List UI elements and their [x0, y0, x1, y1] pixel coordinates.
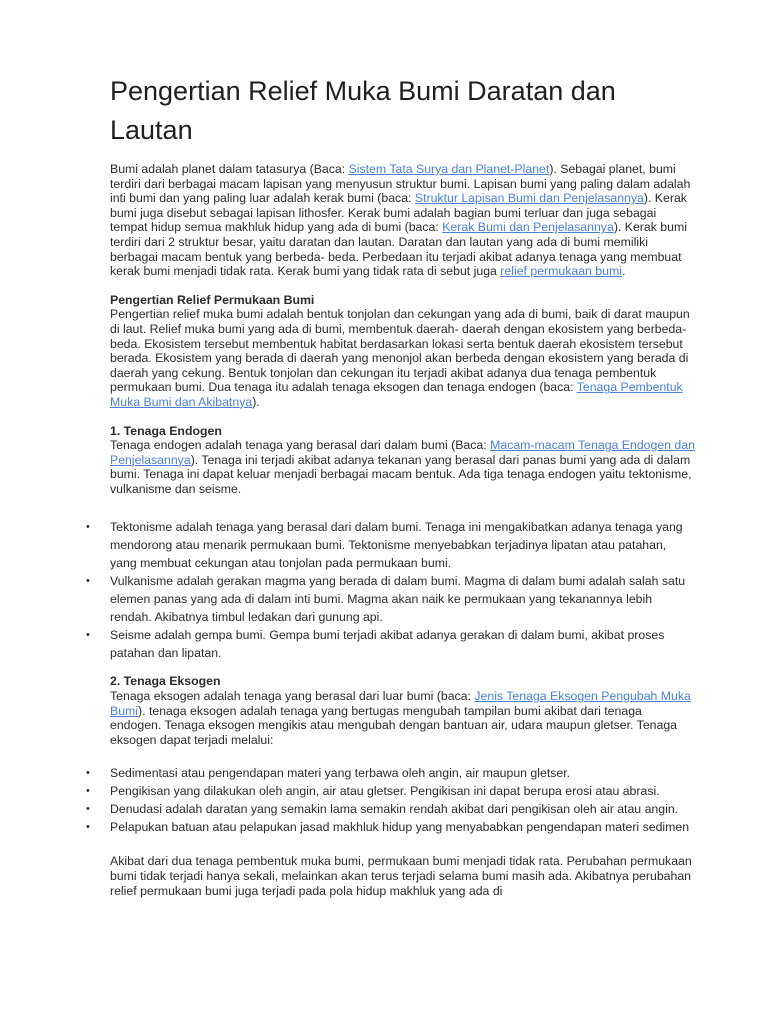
page-title: Pengertian Relief Muka Bumi Daratan dan Lautan [110, 76, 616, 145]
eksogen-text-2: ). tenaga eksogen adalah tenaga yang bertugas mengubah tampilan bumi akibat dari tenaga endogen. Tenaga eksogen mengikis atau mengubah dengan bantuan air, udara maupun gletser. Tenaga eksogen dapat terjadi melalui: [110, 703, 678, 747]
list-item [86, 783, 695, 800]
link-sistem-tata-surya[interactable]: Sistem Tata Surya dan Planet-Planet [348, 162, 550, 176]
bullet-icon: • [86, 803, 90, 816]
list-item [86, 572, 695, 626]
relief-paragraph [110, 307, 695, 409]
relief-text-2: ). [252, 394, 260, 409]
intro-text-2: ). Sebagai planet, bumi terdiri dari berbagai macam lapisan yang menyusun struktur bumi. Lapisan bumi yang paling dalam adalah inti bumi dan yang paling luar adalah kerak bumi (baca: [110, 162, 691, 206]
eksogen-heading: 2. Tenaga Eksogen [110, 674, 221, 689]
list-item [86, 518, 695, 572]
list-item-text: Vulkanisme adalah gerakan magma yang berada di dalam bumi. Magma di dalam bumi adalah salah satu elemen panas yang ada di dalam inti bumi. Magma akan naik ke permukaan yang tekanannya lebih rendah. Akibatnya timbul ledakan dari gunung api. [110, 574, 686, 625]
link-relief-permukaan-bumi[interactable]: relief permukaan bumi [500, 264, 622, 279]
relief-heading: Pengertian Relief Permukaan Bumi [110, 292, 315, 307]
eksogen-paragraph [110, 689, 695, 747]
endogen-paragraph [110, 438, 695, 496]
list-item-text: Pelapukan batuan atau pelapukan jasad makhluk hidup yang menyababkan pengendapan materi sedimen [110, 820, 690, 835]
intro-text-5: . [621, 264, 626, 279]
intro-text-1: Bumi adalah planet dalam tatasurya (Baca: [110, 162, 349, 176]
bullet-icon: • [86, 821, 90, 834]
list-item [86, 801, 695, 818]
bullet-icon: • [86, 767, 90, 780]
endogen-heading: 1. Tenaga Endogen [110, 423, 222, 438]
bullet-icon: • [86, 629, 90, 642]
endogen-text-2: ). Tenaga ini terjadi akibat adanya tekanan yang berasal dari panas bumi yang ada di dalam bumi. Tenaga ini dapat keluar menjadi berbagai macam bentuk. Ada tiga tenaga endogen yaitu tektonisme, vulkanisme dan seisme. [110, 452, 692, 496]
endogen-list [86, 518, 695, 662]
link-tenaga-pembentuk[interactable]: Tenaga Pembentuk Muka Bumi dan Akibatnya [110, 380, 683, 409]
list-item-text: Seisme adalah gempa bumi. Gempa bumi terjadi akibat adanya gerakan di dalam bumi, akibat proses patahan dan lipatan. [110, 628, 665, 661]
bullet-icon: • [86, 785, 90, 798]
eksogen-list [86, 765, 695, 836]
list-item [86, 765, 695, 782]
bullet-icon: • [86, 575, 90, 588]
link-kerak-bumi[interactable]: Kerak Bumi dan Penjelasannya [442, 220, 614, 235]
link-struktur-lapisan-bumi[interactable]: Struktur Lapisan Bumi dan Penjelasannya [414, 191, 644, 206]
intro-text-4: ). Kerak bumi terdiri dari 2 struktur besar, yaitu daratan dan lautan. Daratan dan lautan yang ada di bumi memiliki berbagai macam bentuk yang berbeda- beda. Perbedaan itu terjadi akibat adanya tenaga yang membuat kerak bumi menjadi tidak rata. Kerak bumi yang tidak rata di sebut juga [110, 220, 687, 279]
list-item-text: Denudasi adalah daratan yang semakin lama semakin rendah akibat dari pengikisan oleh air atau angin. [110, 802, 679, 817]
list-item [86, 626, 695, 662]
closing-paragraph: Akibat dari dua tenaga pembentuk muka bumi, permukaan bumi menjadi tidak rata. Perubahan permukaan bumi tidak terjadi hanya sekali, melainkan akan terus terjadi selama bumi masih ada. Akibatnya perubahan relief permukaan bumi juga terjadi pada pola hidup makhluk yang ada di [110, 854, 692, 898]
link-jenis-tenaga-eksogen[interactable]: Jenis Tenaga Eksogen Pengubah Muka Bumi [110, 689, 691, 718]
relief-text-1: Pengertian relief muka bumi adalah bentuk tonjolan dan cekungan yang ada di bumi, baik di darat maupun di laut. Relief muka bumi yang ada di bumi, membentuk daerah- daerah dengan ekosistem yang berbeda- beda. Ekosistem tersebut membentuk habitat berdasarkan lokasi serta bentuk daerah ekosistem tersebut berada. Ekosistem yang berada di daerah yang menonjol akan berbeda dengan ekosistem yang berada di daerah yang cekung. Bentuk tonjolan dan cekungan itu terjadi akibat adanya dua tenaga pembentuk permukaan bumi. Dua tenaga itu adalah tenaga eksogen dan tenaga endogen (baca: [110, 307, 690, 395]
intro-text-3: ). Kerak bumi juga disebut sebagai lapisan lithosfer. Kerak bumi adalah bagian bumi terluar dan juga sebagai tempat hidup semua makhluk hidup yang ada di bumi (baca: [110, 191, 687, 235]
list-item [86, 819, 695, 836]
bullet-icon: • [86, 521, 90, 534]
document-body [86, 72, 695, 898]
endogen-text-1: Tenaga endogen adalah tenaga yang berasal dari dalam bumi (Baca: [110, 438, 491, 453]
intro-paragraph [110, 162, 695, 279]
list-item-text: Pengikisan yang dilakukan oleh angin, air atau gletser. Pengikisan ini dapat berupa erosi atau abrasi. [110, 784, 660, 799]
eksogen-text-1: Tenaga eksogen adalah tenaga yang berasal dari luar bumi (baca: [110, 689, 475, 704]
link-macam-tenaga-endogen[interactable]: Macam-macam Tenaga Endogen dan Penjelasannya [110, 438, 695, 467]
list-item-text: Tektonisme adalah tenaga yang berasal dari dalam bumi. Tenaga ini mengakibatkan adanya tenaga yang mendorong atau menarik permukaan bumi. Tektonisme menyebabkan terjadinya lipatan atau patahan, yang membuat cekungan atau tonjolan pada permukaan bumi. [110, 520, 683, 571]
list-item-text: Sedimentasi atau pengendapan materi yang terbawa oleh angin, air maupun gletser. [110, 766, 571, 781]
